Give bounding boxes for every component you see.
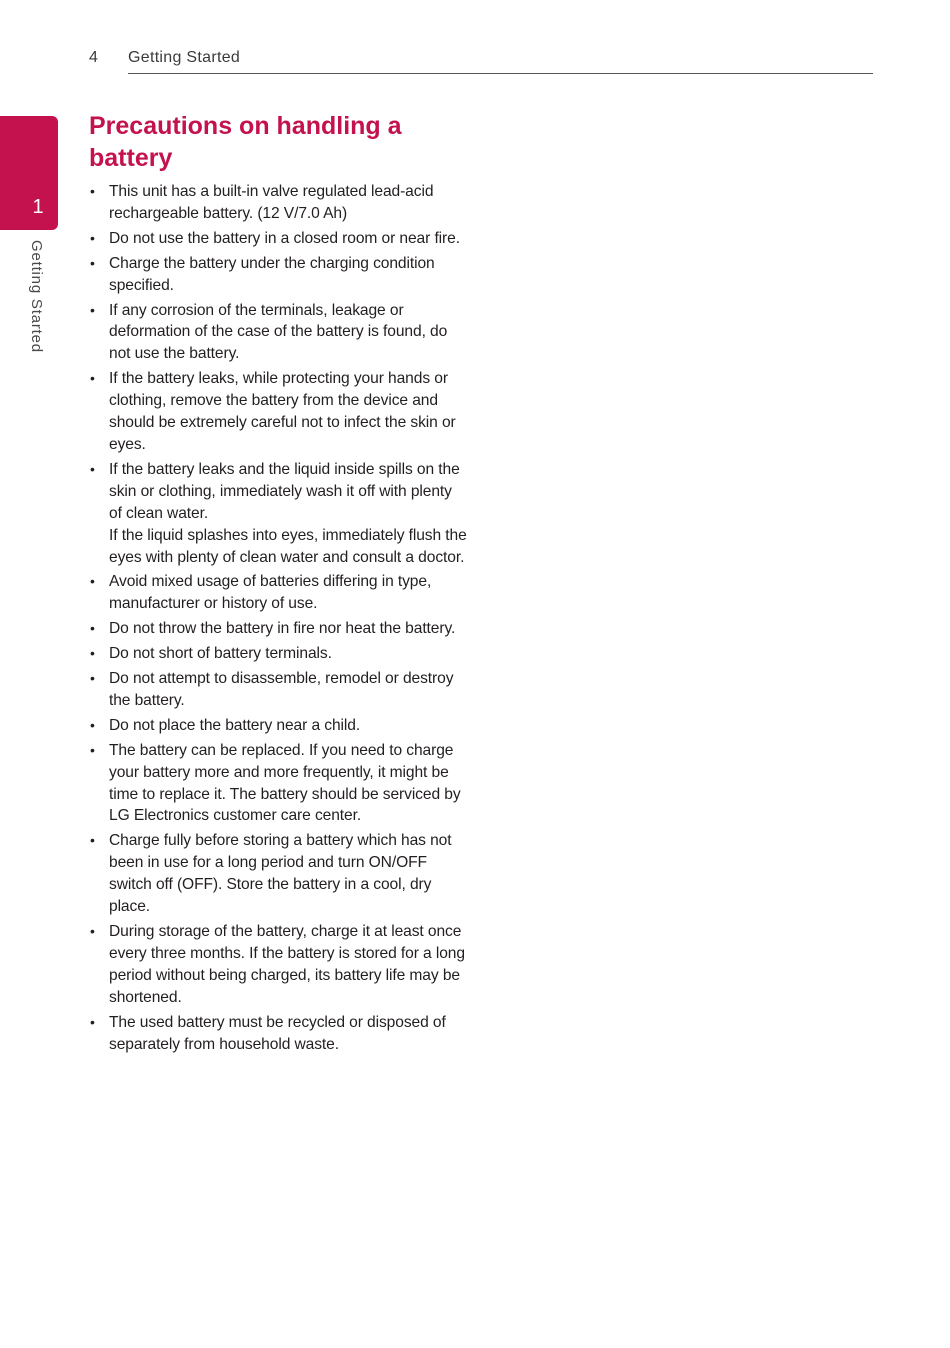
list-item-text: • Avoid mixed usage of batteries differing in type, manufacturer or history of use. (109, 573, 432, 613)
list-item (89, 715, 467, 737)
list-item (89, 921, 467, 1009)
list-item-text: • Do not place the battery near a child. (109, 716, 361, 734)
list-item (89, 830, 467, 918)
list-item-text: • If the battery leaks and the liquid inside spills on the skin or clothing, immediately wash it off with plenty of clean water. If the liquid splashes into eyes, immediately flush the eyes with plenty of clean water and consult a doctor. (109, 460, 467, 566)
list-item-text: • Do not throw the battery in fire nor heat the battery. (109, 620, 456, 638)
list-item (89, 643, 467, 665)
list-item-text: • Do not use the battery in a closed room or near fire. (109, 229, 460, 247)
chapter-side-label: Getting Started (28, 240, 45, 353)
list-item-text: • Do not short of battery terminals. (109, 645, 332, 663)
list-item-text: • This unit has a built-in valve regulated lead-acid rechargeable battery. (12 V/7.0 Ah) (109, 183, 434, 222)
precautions-list (89, 181, 467, 1058)
list-item (89, 181, 467, 225)
list-item (89, 459, 467, 569)
list-item (89, 1012, 467, 1056)
list-item (89, 300, 467, 366)
chapter-number: 1 (32, 196, 44, 218)
list-item (89, 368, 467, 456)
list-item-text: • The battery can be replaced. If you need to charge your battery more and more frequently, it might be time to replace it. The battery should be serviced by LG Electronics customer care center. (109, 741, 461, 825)
list-item-text: • The used battery must be recycled or disposed of separately from household waste. (109, 1013, 446, 1053)
list-item-text: • Charge the battery under the charging condition specified. (109, 254, 435, 294)
running-header-title: Getting Started (128, 49, 241, 66)
list-item-text: • If any corrosion of the terminals, leakage or deformation of the case of the battery is found, do not use the battery. (109, 301, 448, 363)
list-item (89, 618, 467, 640)
header-divider (128, 73, 873, 74)
list-item-text: • Charge fully before storing a battery which has not been in use for a long period and turn ON/OFF switch off (OFF). Store the battery in a cool, dry place. (109, 832, 452, 916)
list-item (89, 228, 467, 250)
list-item (89, 740, 467, 828)
list-item-text: • If the battery leaks, while protecting your hands or clothing, remove the battery from the device and should be extremely careful not to infect the skin or eyes. (109, 370, 456, 453)
list-item-text: • During storage of the battery, charge it at least once every three months. If the battery is stored for a long period without being charged, its battery life may be shortened. (109, 923, 465, 1006)
list-item (89, 668, 467, 712)
list-item (89, 571, 467, 615)
list-item (89, 253, 467, 297)
page-number: 4 (89, 49, 99, 66)
section-title: Precautions on handling a battery (89, 112, 402, 172)
list-item-text: • Do not attempt to disassemble, remodel or destroy the battery. (109, 670, 454, 709)
